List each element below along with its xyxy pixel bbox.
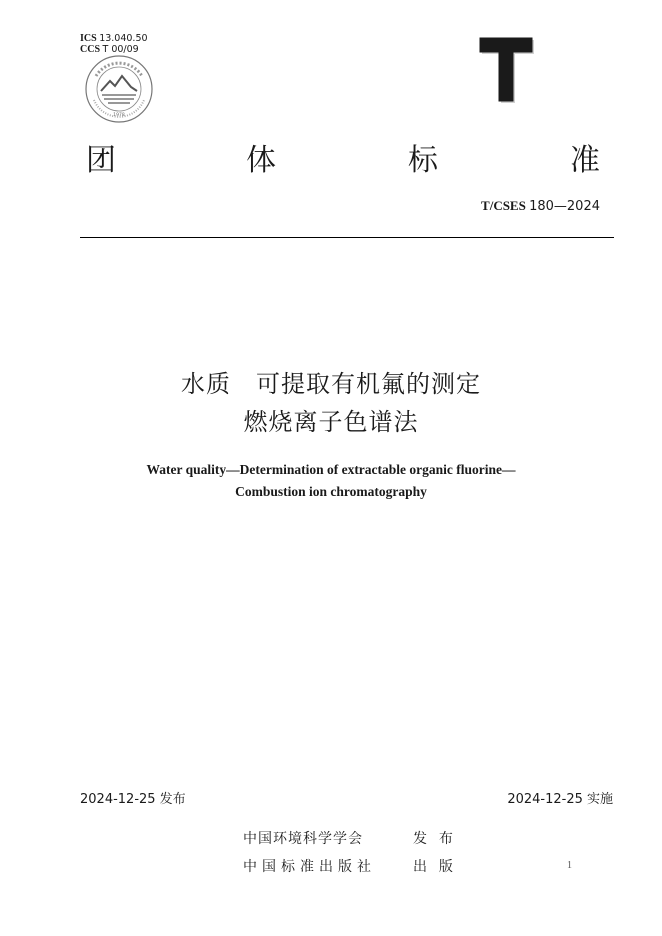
heading-char: 体	[246, 143, 276, 178]
title-en-line1: Water quality—Determination of extractable organic fluorine—	[146, 462, 516, 477]
society-seal-logo	[84, 54, 154, 124]
ics-code: ICS 13.040.50	[80, 33, 148, 44]
title-zh-line1: 水质 可提取有机氟的测定	[181, 370, 481, 398]
issue-date: 2024-12-25 发布	[80, 792, 186, 807]
document-category-heading	[86, 135, 608, 178]
implementation-date: 2024-12-25 实施	[507, 792, 613, 807]
publisher-name: 中国环境科学学会	[243, 831, 363, 847]
classification-codes	[80, 33, 148, 55]
standard-type-letter	[478, 37, 536, 105]
publisher-role: 出 版	[413, 859, 454, 875]
page-number: 1	[567, 860, 572, 871]
heading-char: 标	[408, 143, 438, 178]
title-en-line2: Combustion ion chromatography	[235, 484, 427, 499]
header-divider	[80, 237, 614, 238]
standard-number: T/CSES 180—2024	[481, 198, 600, 214]
heading-char: 准	[570, 143, 600, 178]
publisher-name: 中国标准出版社	[243, 859, 376, 875]
seal-year: 1978	[113, 113, 125, 118]
ccs-code: CCS T 00/09	[80, 44, 139, 55]
heading-char: 团	[86, 143, 116, 178]
title-zh-line2: 燃烧离子色谱法	[243, 408, 419, 436]
publisher-role: 发 布	[413, 831, 454, 847]
